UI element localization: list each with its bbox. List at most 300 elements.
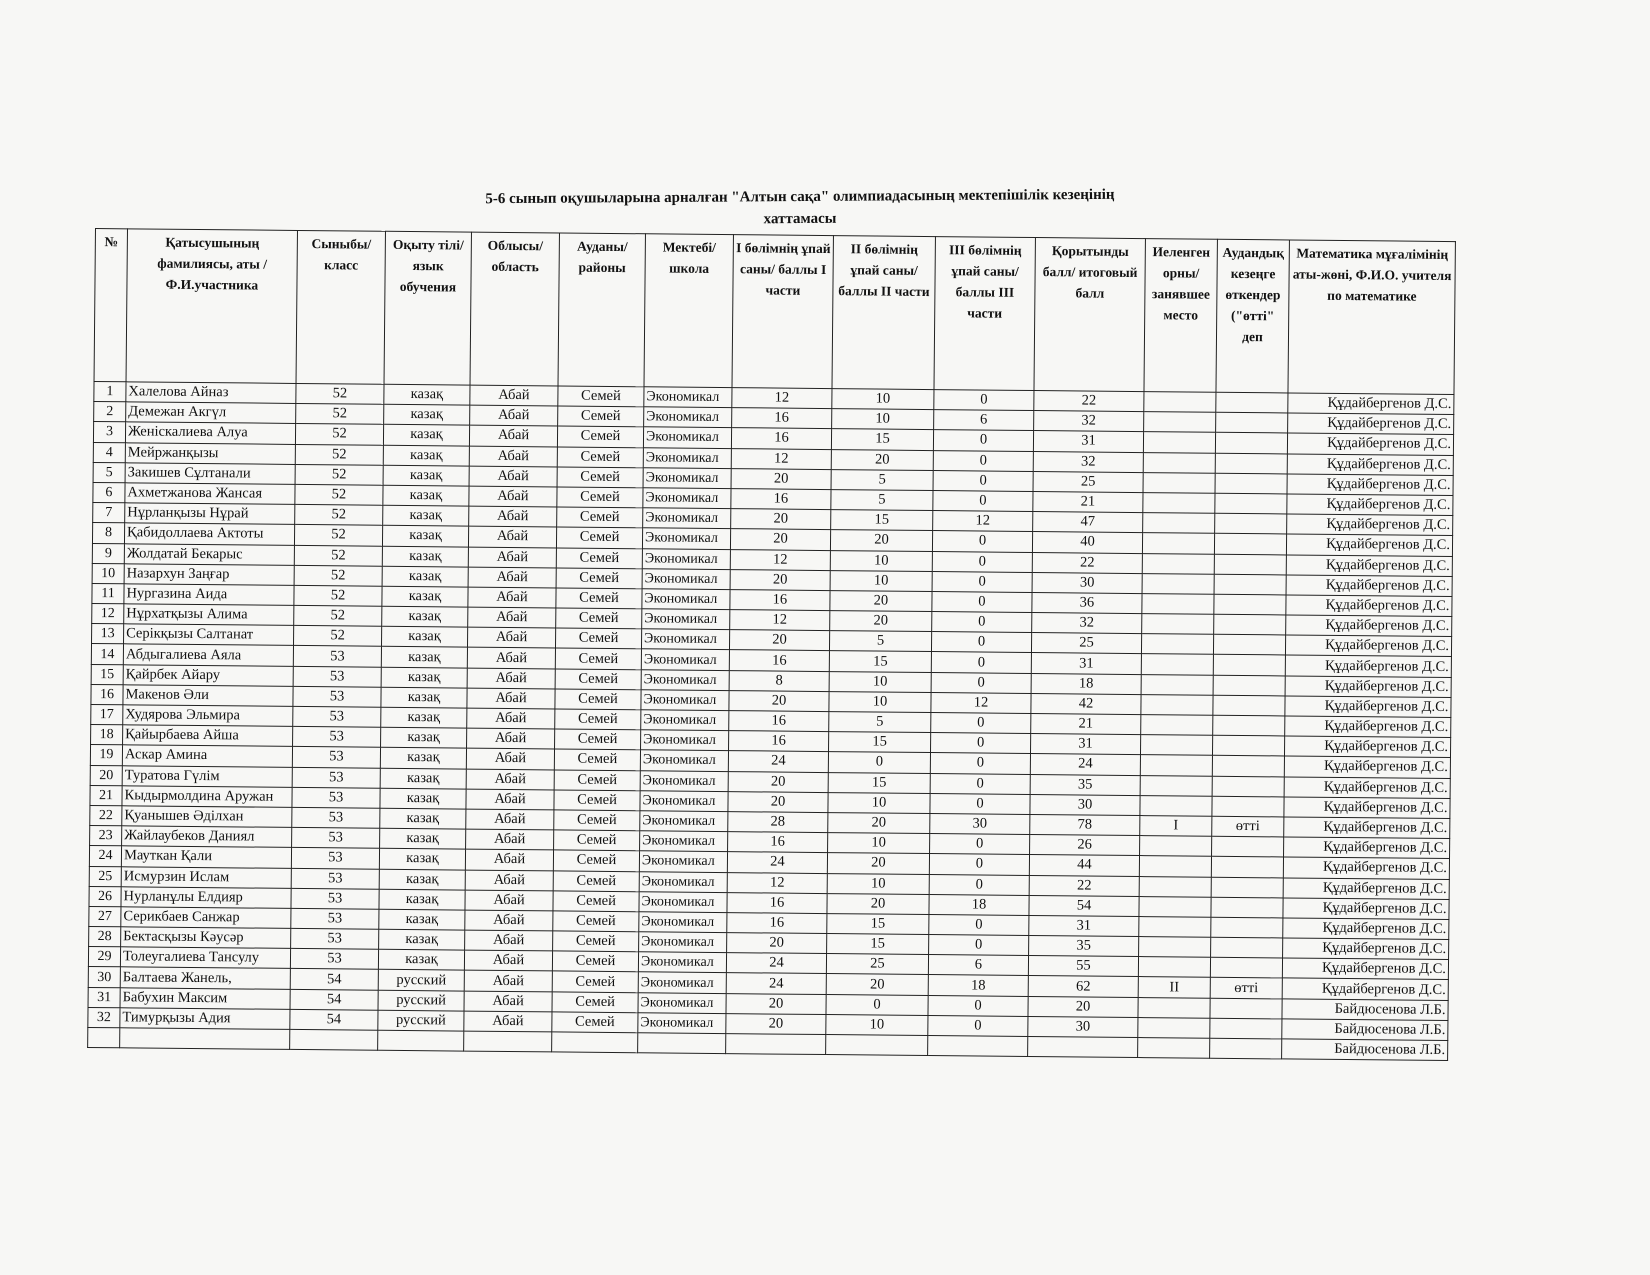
- class-cell: 53: [293, 706, 381, 727]
- place-cell: [1143, 472, 1215, 493]
- part1-score: 24: [728, 751, 828, 772]
- col-participant-name-header: Қатысушының фамилиясы, аты /Ф.И.участника: [126, 229, 297, 384]
- participant-name: Нургазина Аида: [124, 584, 294, 606]
- teacher-cell: Құдайбергенов Д.С.: [1284, 797, 1450, 819]
- language-cell: казақ: [381, 707, 467, 728]
- part2-score: 20: [830, 611, 932, 632]
- total-score: 31: [1031, 653, 1141, 674]
- title-line-1: 5-6 сынып оқушыларына арналған "Алтын сақа" олимпиадасының мектепішілік кезеңінің: [485, 186, 1115, 208]
- col-part3-score-header: ІІІ бөлімнің ұпай саны/ баллы ІІІ части: [934, 237, 1035, 391]
- school-cell: Экономикал: [638, 1013, 726, 1034]
- col-place-header: Иеленген орны/ занявшее место: [1144, 239, 1217, 393]
- school-cell: Экономикал: [641, 710, 729, 731]
- language-cell: казақ: [378, 950, 464, 971]
- part1-score: 20: [730, 569, 830, 590]
- district-cell: Семей: [555, 689, 641, 710]
- district-cell: Семей: [554, 810, 640, 831]
- part3-score: 6: [934, 410, 1034, 431]
- part2-score: 20: [828, 812, 930, 833]
- total-score: 22: [1034, 391, 1144, 412]
- part3-score: 0: [934, 390, 1034, 411]
- part3-score: 0: [928, 1015, 1028, 1036]
- school-cell: Экономикал: [643, 508, 731, 529]
- participant-name: Қайрбек Айару: [123, 664, 293, 686]
- class-cell: 52: [294, 585, 382, 606]
- language-cell: казақ: [384, 404, 470, 425]
- part2-score: 15: [831, 429, 933, 450]
- class-cell: 52: [293, 626, 381, 647]
- part3-score: 0: [930, 793, 1030, 814]
- school-cell: Экономикал: [638, 952, 726, 973]
- advanced-cell: [1215, 453, 1287, 474]
- row-number: 6: [93, 482, 125, 502]
- district-cell: Семей: [554, 769, 640, 790]
- part3-score: 18: [928, 975, 1028, 996]
- total-score: 22: [1029, 875, 1139, 896]
- part1-score: 20: [726, 1013, 826, 1034]
- part1-score: 20: [729, 690, 829, 711]
- table-body: [88, 381, 1454, 1060]
- school-cell: Экономикал: [644, 387, 732, 408]
- part2-score: 10: [827, 873, 929, 894]
- part1-score: 16: [729, 711, 829, 732]
- district-cell: Семей: [553, 870, 639, 891]
- region-cell: Абай: [466, 829, 554, 850]
- part2-score: 15: [827, 913, 929, 934]
- part3-score: 0: [930, 753, 1030, 774]
- total-score: 31: [1030, 734, 1140, 755]
- row-number: 14: [91, 644, 123, 664]
- place-cell: [1140, 775, 1212, 796]
- part3-score: 0: [932, 571, 1032, 592]
- part2-score: 0: [828, 752, 930, 773]
- place-cell: [1139, 856, 1211, 877]
- teacher-cell: Құдайбергенов Д.С.: [1285, 655, 1451, 677]
- part3-score: 0: [932, 531, 1032, 552]
- district-cell: Семей: [555, 669, 641, 690]
- part1-score: 16: [731, 489, 831, 510]
- district-cell: Семей: [553, 931, 639, 952]
- col-number-header: №: [94, 229, 127, 382]
- row-number: 12: [92, 604, 124, 624]
- class-cell: 53: [293, 727, 381, 748]
- col-class-header: Сыныбы/класс: [296, 230, 385, 384]
- part2-score: 10: [829, 671, 931, 692]
- teacher-cell: Құдайбергенов Д.С.: [1283, 898, 1449, 920]
- participant-name: Ахметжанова Жансая: [125, 483, 295, 505]
- region-cell: Абай: [464, 991, 552, 1012]
- teacher-cell: Байдюсенова Л.Б.: [1282, 999, 1448, 1021]
- region-cell: Абай: [467, 708, 555, 729]
- participant-name: Жайлаубеков Даниял: [122, 826, 292, 848]
- part3-score: 0: [933, 450, 1033, 471]
- district-cell: Семей: [552, 951, 638, 972]
- part1-score: 20: [728, 771, 828, 792]
- part3-score: 0: [931, 713, 1031, 734]
- advanced-cell: [1215, 513, 1287, 534]
- part1-score: 12: [727, 872, 827, 893]
- school-cell: Экономикал: [642, 568, 730, 589]
- part3-score: 0: [929, 935, 1029, 956]
- total-score: 26: [1030, 835, 1140, 856]
- part2-score: 10: [829, 691, 931, 712]
- part2-score: 10: [832, 409, 934, 430]
- advanced-cell: [1215, 433, 1287, 454]
- district-cell: Семей: [555, 628, 641, 649]
- part1-score: 20: [731, 468, 831, 489]
- total-score: 55: [1028, 956, 1138, 977]
- part1-score: 24: [726, 973, 826, 994]
- part3-score: 0: [928, 995, 1028, 1016]
- region-cell: Абай: [466, 769, 554, 790]
- region-cell: Абай: [468, 587, 556, 608]
- part2-score: 15: [828, 772, 930, 793]
- place-cell: [1143, 513, 1215, 534]
- part3-score: 0: [930, 733, 1030, 754]
- class-cell: 53: [291, 888, 379, 909]
- language-cell: казақ: [384, 384, 470, 405]
- language-cell: казақ: [382, 586, 468, 607]
- class-cell: [290, 1029, 378, 1050]
- region-cell: Абай: [465, 910, 553, 931]
- total-score: 35: [1030, 774, 1140, 795]
- advanced-cell: [1215, 473, 1287, 494]
- class-cell: 52: [295, 424, 383, 445]
- part3-score: 0: [930, 834, 1030, 855]
- school-cell: Экономикал: [641, 690, 729, 711]
- participant-name: Женіскалиева Алуа: [125, 422, 295, 444]
- advanced-cell: [1212, 735, 1284, 756]
- district-cell: Семей: [554, 790, 640, 811]
- language-cell: казақ: [382, 546, 468, 567]
- part1-score: 16: [730, 589, 830, 610]
- advanced-cell: өтті: [1210, 978, 1282, 999]
- class-cell: 53: [292, 747, 380, 768]
- language-cell: русский: [378, 1010, 464, 1031]
- part2-score: 10: [828, 792, 930, 813]
- part2-score: 15: [831, 510, 933, 531]
- advanced-cell: [1211, 857, 1283, 878]
- class-cell: 52: [294, 545, 382, 566]
- total-score: 35: [1029, 936, 1139, 957]
- row-number: 1: [94, 381, 126, 401]
- place-cell: [1144, 392, 1216, 413]
- part2-score: 20: [830, 590, 932, 611]
- advanced-cell: [1213, 695, 1285, 716]
- place-cell: [1141, 634, 1213, 655]
- participant-name: Исмурзин Ислам: [121, 866, 291, 888]
- class-cell: 54: [290, 969, 378, 990]
- part3-score: 12: [931, 692, 1031, 713]
- part3-score: 0: [932, 612, 1032, 633]
- participant-name: Бектасқызы Кәусәр: [121, 927, 291, 949]
- school-cell: Экономикал: [640, 791, 728, 812]
- part2-score: 10: [828, 833, 930, 854]
- teacher-cell: Құдайбергенов Д.С.: [1285, 676, 1451, 698]
- row-number: 22: [90, 805, 122, 825]
- teacher-cell: Құдайбергенов Д.С.: [1288, 413, 1454, 435]
- participant-name: Жолдатай Бекарыс: [124, 543, 294, 565]
- language-cell: казақ: [379, 929, 465, 950]
- school-cell: Экономикал: [643, 427, 731, 448]
- part1-score: 16: [731, 428, 831, 449]
- protocol-table: [87, 228, 1456, 1061]
- language-cell: казақ: [380, 808, 466, 829]
- district-cell: Семей: [556, 527, 642, 548]
- class-cell: 53: [290, 949, 378, 970]
- teacher-cell: Байдюсенова Л.Б.: [1282, 1039, 1448, 1061]
- language-cell: казақ: [383, 445, 469, 466]
- total-score: 24: [1030, 754, 1140, 775]
- total-score: 31: [1033, 431, 1143, 452]
- teacher-cell: Құдайбергенов Д.С.: [1285, 635, 1451, 657]
- language-cell: казақ: [380, 768, 466, 789]
- class-cell: 53: [291, 868, 379, 889]
- row-number: 28: [89, 927, 121, 947]
- place-cell: [1141, 694, 1213, 715]
- advanced-cell: [1214, 554, 1286, 575]
- participant-name: Туратова Гүлім: [122, 765, 292, 787]
- participant-name: Халелова Айназ: [126, 382, 296, 404]
- class-cell: 52: [295, 444, 383, 465]
- place-cell: [1142, 533, 1214, 554]
- place-cell: [1139, 876, 1211, 897]
- participant-name: Бабухин Максим: [120, 987, 290, 1009]
- part1-score: 16: [727, 892, 827, 913]
- teacher-cell: Құдайбергенов Д.С.: [1285, 716, 1451, 738]
- place-cell: [1143, 432, 1215, 453]
- teacher-cell: Құдайбергенов Д.С.: [1287, 494, 1453, 516]
- advanced-cell: [1215, 493, 1287, 514]
- teacher-cell: Құдайбергенов Д.С.: [1286, 615, 1452, 637]
- district-cell: Семей: [558, 406, 644, 427]
- district-cell: Семей: [557, 426, 643, 447]
- participant-name: Абдыгалиева Аяла: [123, 644, 293, 666]
- district-cell: Семей: [557, 507, 643, 528]
- school-cell: Экономикал: [642, 548, 730, 569]
- row-number: 27: [89, 906, 121, 926]
- language-cell: казақ: [381, 627, 467, 648]
- total-score: 78: [1030, 814, 1140, 835]
- row-number: 17: [91, 704, 123, 724]
- district-cell: Семей: [556, 568, 642, 589]
- part2-score: 10: [826, 1014, 928, 1035]
- region-cell: Абай: [470, 405, 558, 426]
- total-score: 36: [1032, 592, 1142, 613]
- part1-score: 16: [729, 731, 829, 752]
- teacher-cell: Құдайбергенов Д.С.: [1282, 958, 1448, 980]
- part1-score: 16: [732, 408, 832, 429]
- region-cell: Абай: [468, 607, 556, 628]
- region-cell: Абай: [466, 748, 554, 769]
- part2-score: 5: [831, 490, 933, 511]
- place-cell: [1143, 493, 1215, 514]
- part3-score: 0: [929, 874, 1029, 895]
- part2-score: [826, 1035, 928, 1056]
- place-cell: [1138, 997, 1210, 1018]
- region-cell: Абай: [469, 466, 557, 487]
- region-cell: Абай: [467, 688, 555, 709]
- class-cell: 52: [294, 565, 382, 586]
- part3-score: 0: [933, 490, 1033, 511]
- district-cell: Семей: [554, 749, 640, 770]
- row-number: 19: [90, 745, 122, 765]
- total-score: [1028, 1036, 1138, 1057]
- district-cell: [552, 1032, 638, 1053]
- place-cell: [1138, 1017, 1210, 1038]
- teacher-cell: Құдайбергенов Д.С.: [1287, 454, 1453, 476]
- teacher-cell: Құдайбергенов Д.С.: [1287, 433, 1453, 455]
- row-number: 4: [93, 442, 125, 462]
- part1-score: 12: [730, 549, 830, 570]
- language-cell: казақ: [383, 505, 469, 526]
- part2-score: 10: [830, 570, 932, 591]
- district-cell: Семей: [556, 588, 642, 609]
- row-number: 11: [92, 583, 124, 603]
- school-cell: Экономикал: [640, 750, 728, 771]
- part3-score: [928, 1036, 1028, 1057]
- advanced-cell: [1213, 635, 1285, 656]
- col-region-header: Облысы/ область: [470, 232, 559, 386]
- school-cell: Экономикал: [638, 992, 726, 1013]
- part1-score: 20: [730, 529, 830, 550]
- participant-name: Балтаева Жанель,: [120, 967, 290, 989]
- region-cell: Абай: [467, 728, 555, 749]
- part1-score: 20: [726, 993, 826, 1014]
- row-number: 18: [91, 725, 123, 745]
- row-number: 13: [92, 624, 124, 644]
- participant-name: Нұрхатқызы Алима: [124, 604, 294, 626]
- total-score: 20: [1028, 996, 1138, 1017]
- teacher-cell: Құдайбергенов Д.С.: [1285, 696, 1451, 718]
- district-cell: Семей: [552, 1012, 638, 1033]
- total-score: 44: [1029, 855, 1139, 876]
- participant-name: Нурланұлы Елдияр: [121, 886, 291, 908]
- document-title: [300, 183, 1300, 234]
- row-number: 25: [89, 866, 121, 886]
- class-cell: 53: [293, 686, 381, 707]
- teacher-cell: Байдюсенова Л.Б.: [1282, 1019, 1448, 1041]
- part2-score: 5: [831, 469, 933, 490]
- school-cell: Экономикал: [640, 831, 728, 852]
- teacher-cell: Құдайбергенов Д.С.: [1284, 756, 1450, 778]
- col-school-header: Мектебі/ школа: [644, 234, 733, 388]
- row-number: 24: [89, 846, 121, 866]
- advanced-cell: [1214, 594, 1286, 615]
- advanced-cell: [1210, 957, 1282, 978]
- district-cell: Семей: [554, 830, 640, 851]
- part1-score: [726, 1034, 826, 1055]
- teacher-cell: Құдайбергенов Д.С.: [1283, 918, 1449, 940]
- col-district-header: Ауданы/ районы: [558, 233, 645, 387]
- region-cell: Абай: [465, 849, 553, 870]
- language-cell: казақ: [381, 727, 467, 748]
- region-cell: Абай: [467, 627, 555, 648]
- participant-name: Демежан Акгүл: [126, 402, 296, 424]
- school-cell: Экономикал: [642, 528, 730, 549]
- teacher-cell: Құдайбергенов Д.С.: [1286, 534, 1452, 556]
- region-cell: Абай: [467, 648, 555, 669]
- part3-score: 0: [930, 773, 1030, 794]
- advanced-cell: [1213, 675, 1285, 696]
- participant-name: Серикбаев Санжар: [121, 907, 291, 929]
- class-cell: 53: [292, 787, 380, 808]
- school-cell: [638, 1033, 726, 1054]
- teacher-cell: Құдайбергенов Д.С.: [1284, 777, 1450, 799]
- part1-score: 20: [727, 933, 827, 954]
- row-number: 7: [93, 503, 125, 523]
- language-cell: казақ: [381, 647, 467, 668]
- place-cell: [1144, 412, 1216, 433]
- part3-score: 0: [931, 652, 1031, 673]
- place-cell: [1138, 1038, 1210, 1059]
- part2-score: 10: [832, 389, 934, 410]
- region-cell: Абай: [464, 1011, 552, 1032]
- total-score: 30: [1030, 794, 1140, 815]
- class-cell: 53: [291, 928, 379, 949]
- total-score: 25: [1031, 633, 1141, 654]
- language-cell: казақ: [379, 869, 465, 890]
- row-number: 9: [92, 543, 124, 563]
- school-cell: Экономикал: [644, 407, 732, 428]
- district-cell: Семей: [558, 386, 644, 407]
- class-cell: 53: [292, 828, 380, 849]
- school-cell: Экономикал: [643, 488, 731, 509]
- district-cell: Семей: [555, 648, 641, 669]
- advanced-cell: [1211, 897, 1283, 918]
- row-number: 20: [90, 765, 122, 785]
- part1-score: 12: [730, 610, 830, 631]
- district-cell: Семей: [557, 467, 643, 488]
- part2-score: 15: [829, 651, 931, 672]
- participant-name: Қуанышев Әділхан: [122, 806, 292, 828]
- title-line-2: хаттамасы: [763, 210, 837, 228]
- part3-score: 0: [933, 430, 1033, 451]
- district-cell: Семей: [557, 487, 643, 508]
- region-cell: Абай: [465, 930, 553, 951]
- part3-score: 18: [929, 894, 1029, 915]
- region-cell: Абай: [465, 870, 553, 891]
- col-part2-score-header: ІІ бөлімнің ұпай саны/ баллы ІІ части: [832, 236, 935, 390]
- part1-score: 16: [729, 650, 829, 671]
- col-advanced-header: Аудандық кезеңге өткендер ("өтті" деп: [1216, 239, 1289, 393]
- class-cell: 52: [295, 505, 383, 526]
- part2-score: 0: [826, 994, 928, 1015]
- school-cell: Экономикал: [641, 730, 729, 751]
- total-score: 30: [1028, 1016, 1138, 1037]
- teacher-cell: Құдайбергенов Д.С.: [1286, 575, 1452, 597]
- district-cell: Семей: [553, 891, 639, 912]
- part2-score: 15: [827, 934, 929, 955]
- advanced-cell: [1210, 1038, 1282, 1059]
- advanced-cell: [1214, 574, 1286, 595]
- row-number: 15: [91, 664, 123, 684]
- region-cell: [464, 1031, 552, 1052]
- language-cell: казақ: [380, 828, 466, 849]
- school-cell: Экономикал: [641, 669, 729, 690]
- place-cell: [1141, 715, 1213, 736]
- place-cell: [1141, 674, 1213, 695]
- place-cell: [1140, 795, 1212, 816]
- place-cell: [1139, 916, 1211, 937]
- district-cell: Семей: [555, 729, 641, 750]
- district-cell: Семей: [557, 447, 643, 468]
- part1-score: 12: [732, 388, 832, 409]
- part2-score: 20: [831, 449, 933, 470]
- part3-score: 0: [931, 632, 1031, 653]
- place-cell: [1142, 553, 1214, 574]
- region-cell: Абай: [468, 547, 556, 568]
